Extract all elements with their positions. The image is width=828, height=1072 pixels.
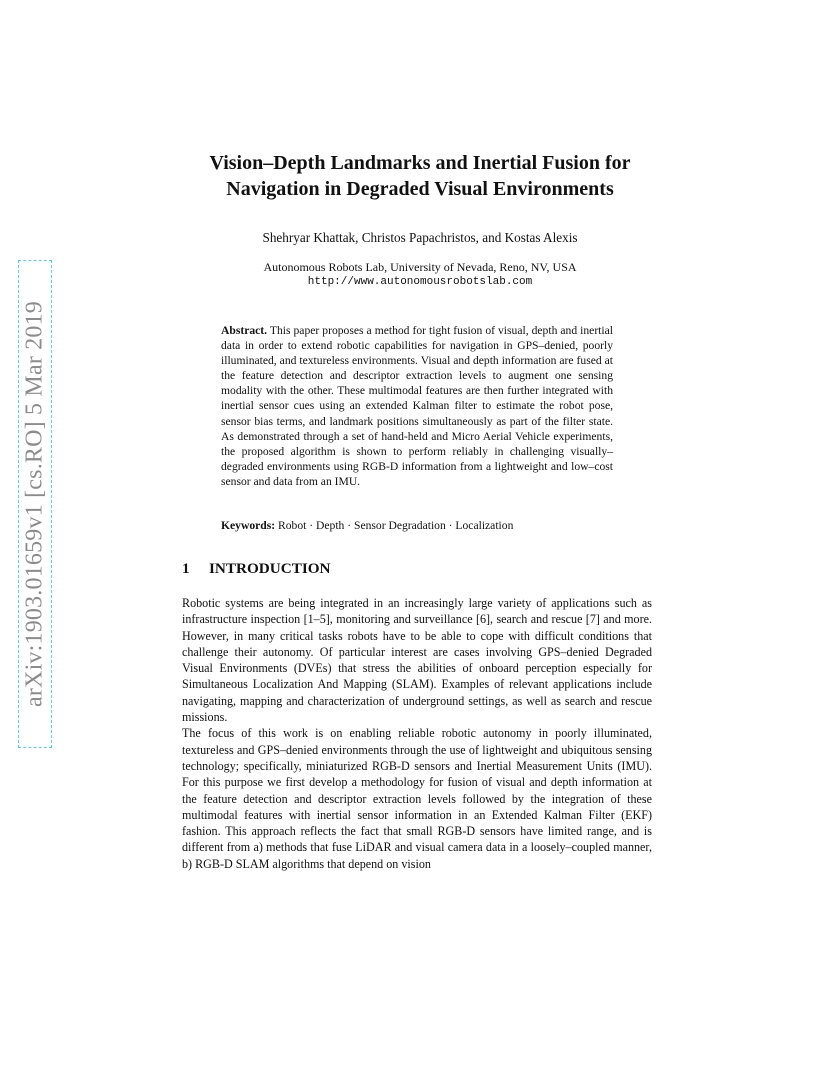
keywords (221, 519, 621, 532)
title-line-1: Vision–Depth Landmarks and Inertial Fusion for (209, 152, 631, 174)
keywords-text: Robot · Depth · Sensor Degradation · Localization (278, 519, 514, 532)
keywords-label: Keywords: (221, 519, 276, 532)
paper-title (120, 150, 720, 202)
paragraph: The focus of this work is on enabling reliable robotic autonomy in poorly illuminated, textureless and GPS–denied environments through the use of lightweight and ubiquitous sensing technology; specifically, miniaturized RGB-D sensors and Inertial Measurement Units (IMU). For this purpose we first develop a methodology for fusion of visual and depth information at the feature detection and descriptor extraction levels followed by the integration of these multimodal features with inertial sensor information in an Extended Kalman Filter (EKF) fashion. This approach reflects the fact that small RGB-D sensors have limited range, and is different from a) methods that fuse LiDAR and visual camera data in a loosely–coupled manner, b) RGB-D SLAM algorithms that depend on vision (182, 726, 652, 871)
affiliation: Autonomous Robots Lab, University of Nevada, Reno, NV, USA (263, 260, 577, 274)
section-heading (182, 560, 331, 578)
section-title: INTRODUCTION (209, 560, 331, 577)
arxiv-stamp[interactable] (18, 260, 52, 748)
abstract-text: This paper proposes a method for tight fusion of visual, depth and inertial data in order to extend robotic capabilities for navigation in GPS–denied, poorly illuminated, and textureless environments. Visual and depth information are fused at the feature detection and descriptor extraction levels to augment one sensing modality with the other. These multimodal features are then further integrated with inertial sensor cues using an extended Kalman filter to estimate the robot pose, sensor bias terms, and landmark positions simultaneously as part of the filter state. As demonstrated through a set of hand-held and Micro Aerial Vehicle experiments, the proposed algorithm is shown to perform reliably in challenging visually–degraded environments using RGB-D information from a lightweight and low–cost sensor and data from an IMU. (221, 324, 613, 488)
arxiv-stamp-text: arXiv:1903.01659v1 [cs.RO] 5 Mar 2019 (21, 300, 48, 708)
title-line-2: Navigation in Degraded Visual Environments (226, 178, 614, 200)
lab-url[interactable]: http://www.autonomousrobotslab.com (307, 276, 533, 288)
body-text (182, 595, 652, 872)
section-number: 1 (182, 560, 190, 577)
abstract (221, 323, 613, 489)
paragraph: Robotic systems are being integrated in an increasingly large variety of applications such as infrastructure inspection [1–5], monitoring and surveillance [6], search and rescue [7] and more. However, in many critical tasks robots have to be able to cope with difficult conditions that challenge their autonomy. Of particular interest are cases involving GPS–denied Degraded Visual Environments (DVEs) that stress the abilities of onboard perception especially for Simultaneous Localization And Mapping (SLAM). Examples of relevant applications include navigating, mapping and characterization of underground settings, as well as search and rescue missions. (182, 596, 652, 725)
abstract-label: Abstract. (221, 324, 268, 337)
authors: Shehryar Khattak, Christos Papachristos, and Kostas Alexis (262, 230, 578, 245)
affiliation-block (120, 260, 720, 290)
